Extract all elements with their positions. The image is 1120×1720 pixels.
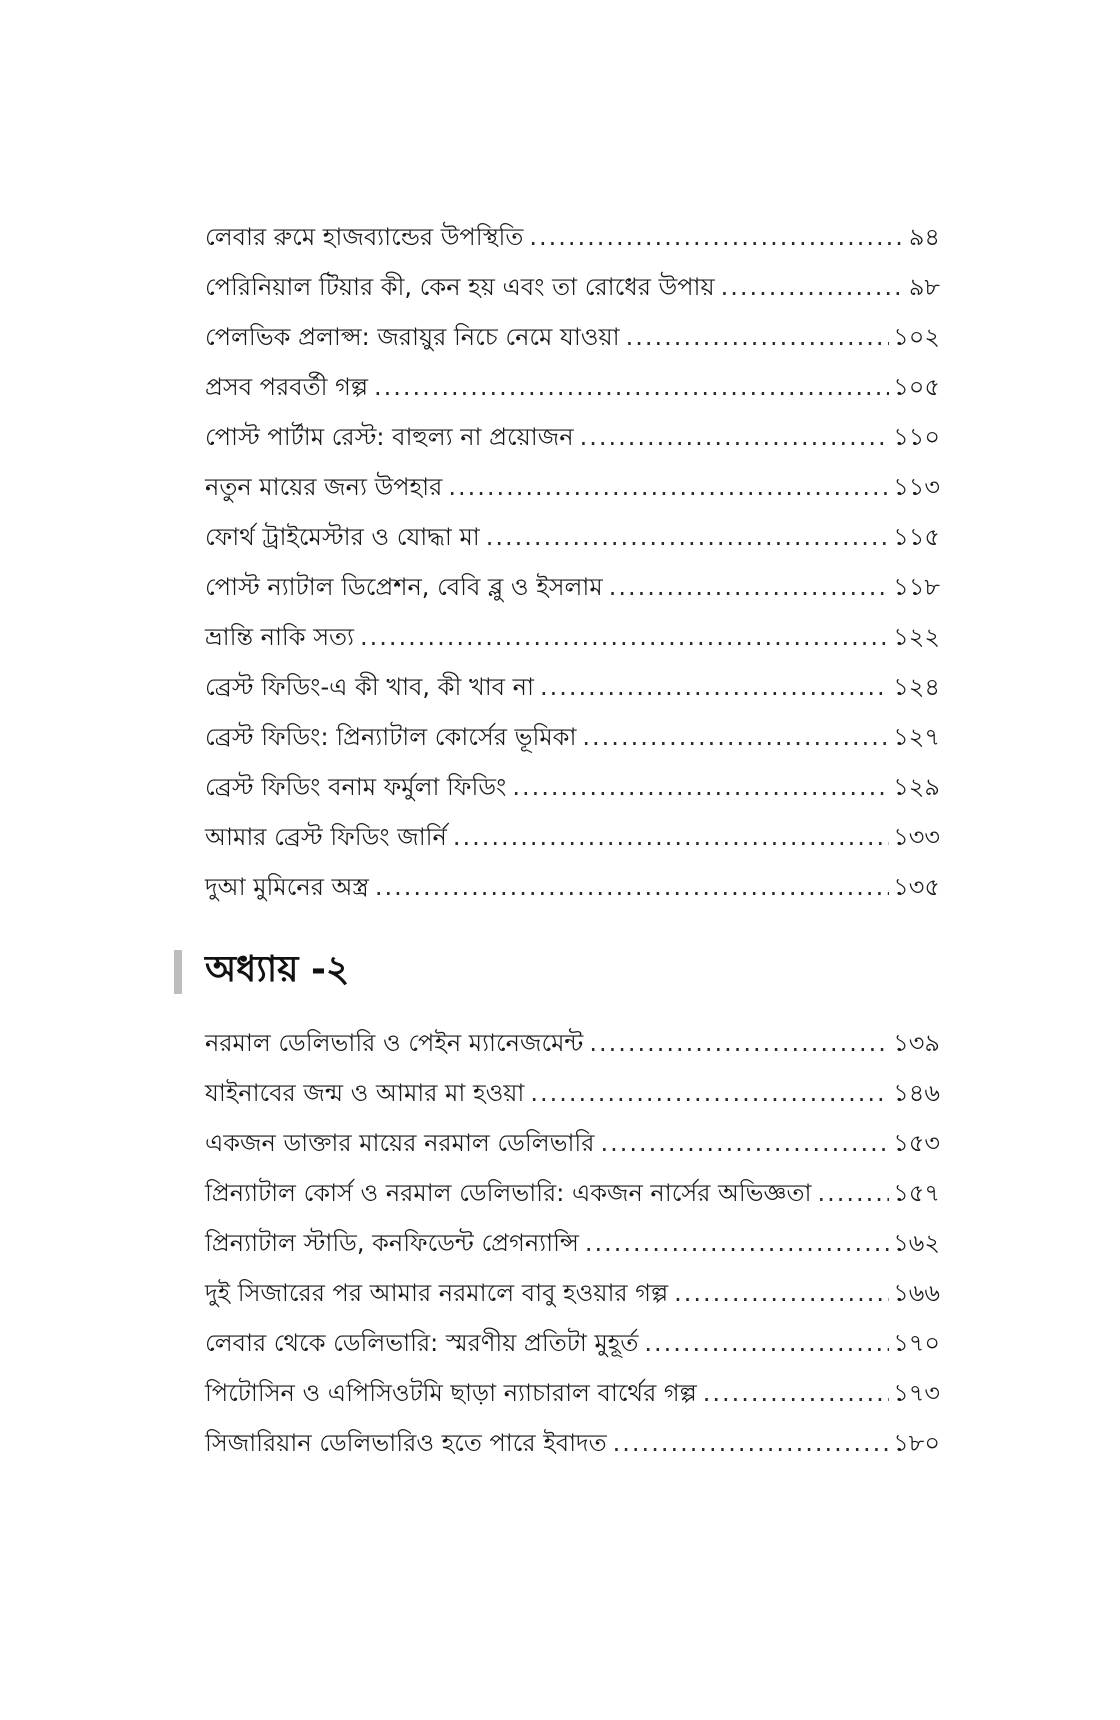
- toc-entry-title: ফোর্থ ট্রাইমেস্টার ও যোদ্ধা মা: [205, 523, 480, 551]
- toc-entry-page: ১৮০: [893, 1429, 940, 1457]
- toc-entry-title: দুআ মুমিনের অস্ত্র: [205, 873, 369, 901]
- toc-entry-page: ১০২: [893, 323, 940, 351]
- toc-entry-title: লেবার থেকে ডেলিভারি: স্মরণীয় প্রতিটা মুহূর্ত: [205, 1329, 639, 1357]
- dot-leader: [585, 1218, 889, 1268]
- toc-entry-title: লেবার রুমে হাজব্যান্ডের উপস্থিতি: [205, 223, 524, 251]
- toc-entry-page: ১১৮: [893, 573, 940, 601]
- dot-leader: [613, 1418, 890, 1468]
- toc-entry-page: ১৫৭: [893, 1179, 940, 1207]
- toc-entry-page: ৯৪: [908, 223, 940, 251]
- dot-leader: [626, 312, 890, 362]
- toc-list-chapter-2: [205, 1018, 940, 1468]
- toc-entry-title: পিটোসিন ও এপিসিওটমি ছাড়া ন্যাচারাল বার্থের গল্প: [205, 1379, 697, 1407]
- toc-entry-title: দুই সিজারের পর আমার নরমালে বাবু হওয়ার গল্প: [205, 1279, 669, 1307]
- dot-leader: [374, 362, 889, 412]
- toc-entry: [205, 862, 940, 912]
- toc-entry-page: ১২৭: [893, 723, 940, 751]
- toc-entry-title: সিজারিয়ান ডেলিভারিও হতে পারে ইবাদত: [205, 1429, 607, 1457]
- toc-entry: [205, 212, 940, 262]
- toc-entry-title: প্রিন্যাটাল কোর্স ও নরমাল ডেলিভারি: একজন নার্সের অভিজ্ঞতা: [205, 1179, 812, 1207]
- dot-leader: [703, 1368, 889, 1418]
- dot-leader: [674, 1268, 889, 1318]
- toc-entry: [205, 812, 940, 862]
- dot-leader: [721, 262, 905, 312]
- toc-entry-title: পোস্ট ন্যাটাল ডিপ্রেশন, বেবি ব্লু ও ইসলাম: [205, 573, 603, 601]
- dot-leader: [540, 662, 889, 712]
- toc-entry-title: নতুন মায়ের জন্য উপহার: [205, 473, 443, 501]
- toc-entry: [205, 1218, 940, 1268]
- dot-leader: [582, 712, 889, 762]
- toc-entry-page: ১৭৩: [893, 1379, 940, 1407]
- dot-leader: [529, 212, 904, 262]
- toc-entry-page: ১১৫: [893, 523, 940, 551]
- toc-entry-title: ব্রেস্ট ফিডিং বনাম ফর্মুলা ফিডিং: [205, 773, 507, 801]
- toc-entry-title: একজন ডাক্তার মায়ের নরমাল ডেলিভারি: [205, 1129, 595, 1157]
- dot-leader: [589, 1018, 889, 1068]
- toc-entry-page: ১৩৩: [893, 823, 940, 851]
- toc-entry-page: ১১০: [893, 423, 940, 451]
- toc-entry-title: ভ্রান্তি নাকি সত্য: [205, 623, 355, 651]
- toc-entry-page: ১৬২: [893, 1229, 940, 1257]
- dot-leader: [486, 512, 890, 562]
- dot-leader: [512, 762, 889, 812]
- toc-entry-title: ব্রেস্ট ফিডিং-এ কী খাব, কী খাব না: [205, 673, 534, 701]
- toc-entry-title: নরমাল ডেলিভারি ও পেইন ম্যানেজমেন্ট: [205, 1029, 584, 1057]
- toc-entry-page: ১৬৬: [893, 1279, 940, 1307]
- toc-entry: [205, 1118, 940, 1168]
- toc-entry-page: ১০৫: [893, 373, 940, 401]
- toc-entry: [205, 662, 940, 712]
- toc-entry: [205, 312, 940, 362]
- toc-entry: [205, 612, 940, 662]
- toc-entry: [205, 1168, 940, 1218]
- toc-entry-title: প্রিন্যাটাল স্টাডি, কনফিডেন্ট প্রেগন্যান্সি: [205, 1229, 579, 1257]
- toc-entry: [205, 512, 940, 562]
- toc-entry-page: ১২৯: [893, 773, 940, 801]
- dot-leader: [530, 1068, 889, 1118]
- toc-entry-page: ১৩৯: [893, 1029, 940, 1057]
- toc-entry-page: ১২২: [893, 623, 940, 651]
- toc-entry-title: আমার ব্রেস্ট ফিডিং জার্নি: [205, 823, 447, 851]
- toc-entry-title: প্রসব পরবর্তী গল্প: [205, 373, 368, 401]
- toc-entry-title: পেরিনিয়াল টিয়ার কী, কেন হয় এবং তা রোধের উপায়: [205, 273, 715, 301]
- dot-leader: [375, 862, 889, 912]
- toc-entry: [205, 1268, 940, 1318]
- toc-entry: [205, 1318, 940, 1368]
- toc-entry-page: ১৩৫: [893, 873, 940, 901]
- dot-leader: [453, 812, 889, 862]
- toc-entry: [205, 1368, 940, 1418]
- toc-entry-page: ১২৪: [893, 673, 940, 701]
- toc-entry-page: ১১৩: [893, 473, 940, 501]
- toc-entry-title: ব্রেস্ট ফিডিং: প্রিন্যাটাল কোর্সের ভূমিকা: [205, 723, 577, 751]
- chapter-heading: [174, 944, 349, 1000]
- toc-entry-title: যাইনাবের জন্ম ও আমার মা হওয়া: [205, 1079, 525, 1107]
- toc-entry-page: ৯৮: [908, 273, 940, 301]
- toc-entry: [205, 762, 940, 812]
- toc-entry-page: ১৫৩: [893, 1129, 940, 1157]
- toc-list-part-1: [205, 212, 940, 912]
- chapter-title: অধ্যায় -২: [205, 949, 350, 990]
- dot-leader: [609, 562, 890, 612]
- dot-leader: [818, 1168, 890, 1218]
- toc-entry: [205, 362, 940, 412]
- dot-leader: [360, 612, 889, 662]
- dot-leader: [448, 462, 889, 512]
- toc-entry: [205, 262, 940, 312]
- toc-entry: [205, 712, 940, 762]
- toc-entry: [205, 1418, 940, 1468]
- toc-entry: [205, 412, 940, 462]
- dot-leader: [580, 412, 890, 462]
- toc-entry-title: পোস্ট পার্টাম রেস্ট: বাহুল্য না প্রয়োজন: [205, 423, 574, 451]
- chapter-marker-bar: [174, 950, 182, 994]
- toc-entry: [205, 1068, 940, 1118]
- toc-entry-page: ১৪৬: [893, 1079, 940, 1107]
- toc-entry: [205, 562, 940, 612]
- toc-entry-title: পেলভিক প্রলাপ্স: জরায়ুর নিচে নেমে যাওয়া: [205, 323, 620, 351]
- toc-entry-page: ১৭০: [893, 1329, 940, 1357]
- toc-entry: [205, 462, 940, 512]
- dot-leader: [601, 1118, 890, 1168]
- dot-leader: [644, 1318, 889, 1368]
- toc-entry: [205, 1018, 940, 1068]
